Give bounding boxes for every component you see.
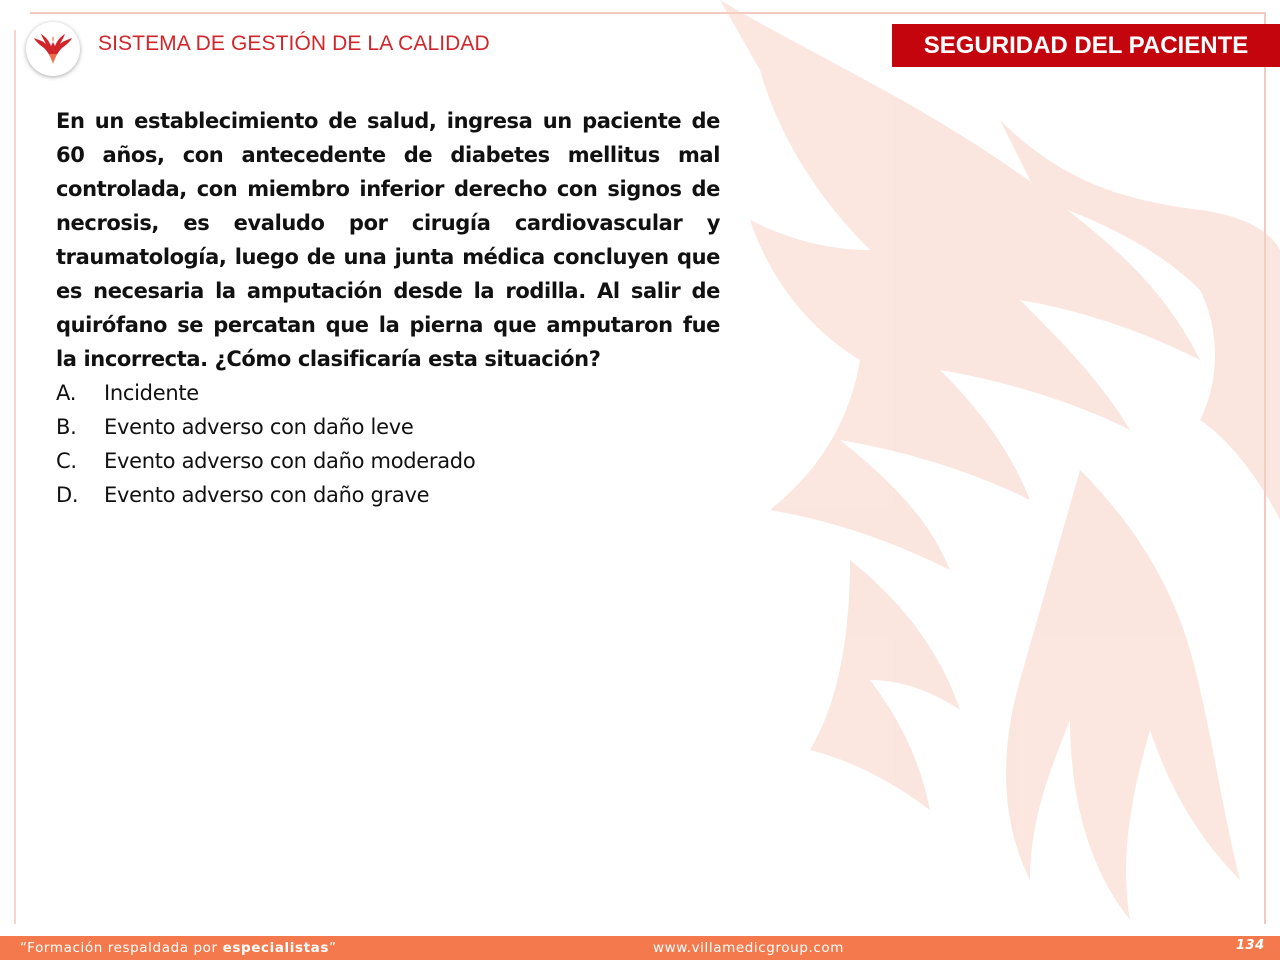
option-text: Evento adverso con daño leve [104, 415, 414, 439]
option-text: Evento adverso con daño grave [104, 483, 430, 507]
section-banner: SEGURIDAD DEL PACIENTE [892, 24, 1280, 67]
tagline-prefix: “Formación respaldada por [20, 940, 223, 956]
footer-tagline [20, 940, 337, 956]
option-text: Incidente [104, 381, 199, 405]
option-text: Evento adverso con daño moderado [104, 449, 476, 473]
tagline-suffix: ” [329, 940, 337, 956]
option-c [56, 444, 720, 478]
option-a [56, 376, 720, 410]
phoenix-logo-icon [26, 22, 80, 76]
footer-url: www.villamedicgroup.com [653, 940, 845, 956]
page-number: 134 [1236, 938, 1265, 953]
option-letter: C. [56, 449, 77, 473]
option-letter: D. [56, 483, 79, 507]
tagline-bold: especialistas [222, 940, 330, 956]
answer-options [56, 376, 720, 512]
question-text: En un establecimiento de salud, ingresa un paciente de 60 años, con antecedente de diabetes mellitus mal controlada, con miembro inferior derecho con signos de necrosis, es evaludo por cirugía cardiovascular y traumatología, luego de una junta médica concluyen que es necesaria la amputación desde la rodilla. Al salir de quirófano se percatan que la pierna que amputaron fue la incorrecta. ¿Cómo clasificaría esta situación? [56, 109, 720, 371]
option-letter: B. [56, 415, 77, 439]
footer-bar [0, 936, 1280, 960]
option-letter: A. [56, 381, 77, 405]
option-b [56, 410, 720, 444]
frame-left-line [14, 30, 16, 924]
system-title: SISTEMA DE GESTIÓN DE LA CALIDAD [98, 32, 490, 55]
phoenix-watermark-icon [700, 0, 1280, 940]
option-d [56, 478, 720, 512]
